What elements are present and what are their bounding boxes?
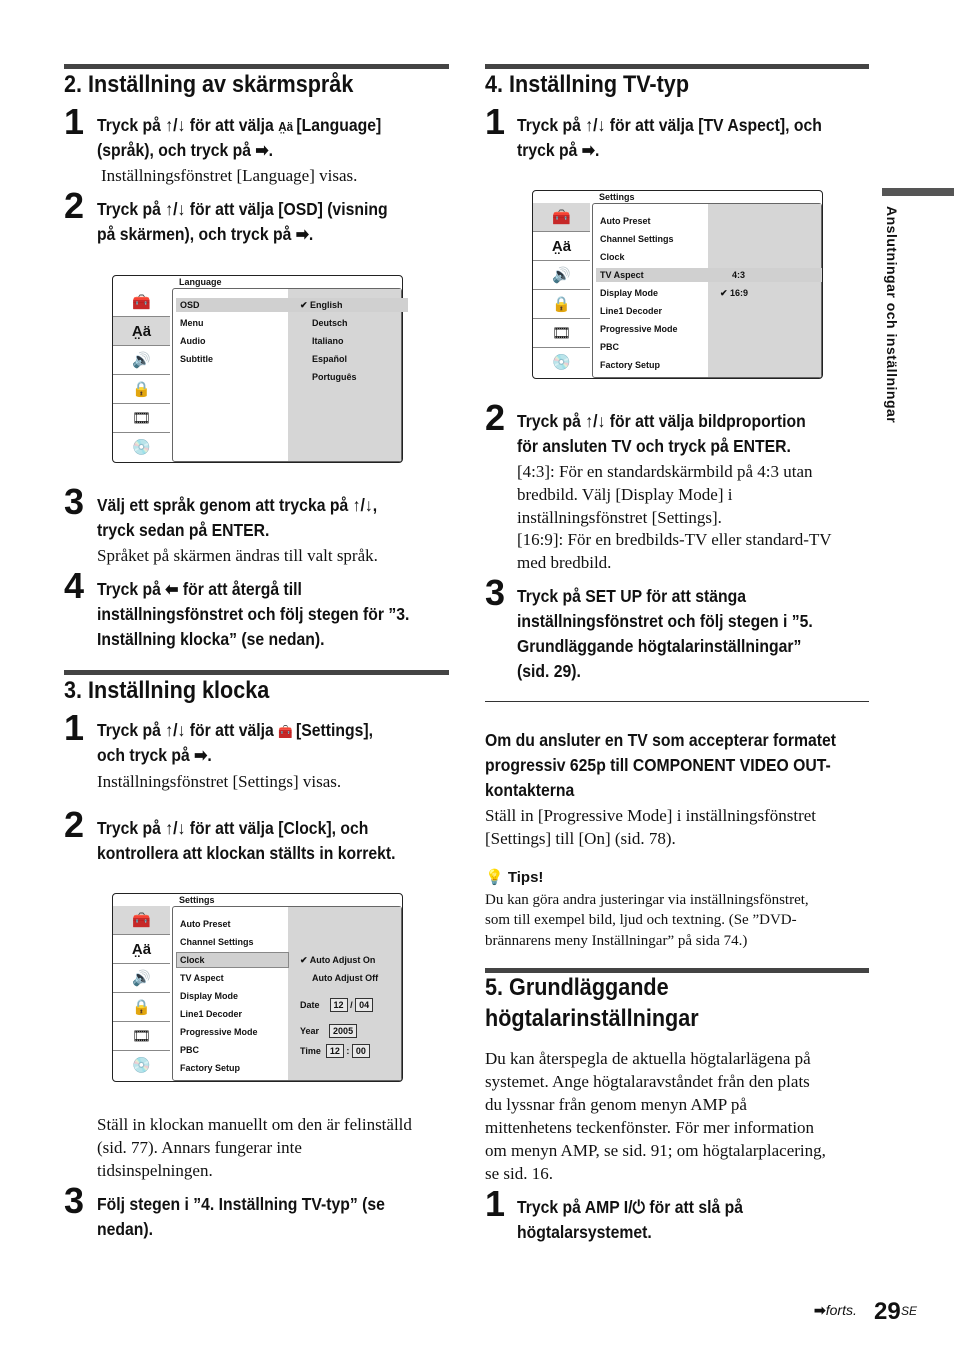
osd-item: Clock: [600, 252, 625, 262]
osd-option: Italiano: [312, 336, 344, 346]
step-text: Välj ett språk genom att trycka på ↑/↓,: [97, 495, 378, 515]
osd-option: ✔ Auto Adjust On: [300, 955, 376, 965]
osd-clock-window: [112, 893, 403, 1082]
step-number: 1: [485, 1183, 506, 1224]
step-text: Tryck på ↑/↓ för att välja [OSD] (visning: [97, 199, 388, 219]
osd-item: OSD: [180, 300, 200, 310]
step-text: Tryck på ↑/↓ för att välja 🧰 [Settings],: [97, 720, 374, 740]
clock-year: Year 2005: [300, 1024, 357, 1038]
osd-item: Progressive Mode: [600, 324, 678, 334]
step-text: Tryck på ↑/↓ för att välja A̤ä [Language]: [97, 115, 382, 135]
film-icon: 🎞: [533, 319, 590, 348]
osd-item: PBC: [180, 1045, 200, 1055]
osd-option: ✔ 16:9: [720, 288, 749, 298]
lock-icon: 🔒: [533, 290, 590, 319]
osd-item: Progressive Mode: [180, 1027, 258, 1037]
step-number: 3: [485, 572, 506, 613]
note-heading: Om du ansluter en TV som accepterar formatet: [485, 730, 836, 750]
step-text: Tryck på ↑/↓ för att välja bildproportion: [517, 411, 806, 431]
osd-item: Line1 Decoder: [600, 306, 663, 316]
step-number: 2: [485, 397, 506, 438]
osd-highlight: [176, 298, 408, 312]
step-text: Tryck på SET UP för att stänga: [517, 586, 747, 606]
osd-item: Audio: [180, 336, 206, 346]
osd-language-window: [112, 275, 403, 463]
speaker-icon: 🔊: [533, 261, 590, 290]
osd-item: Auto Preset: [600, 216, 651, 226]
language-icon: A̤ä: [278, 119, 297, 134]
tips-text: Du kan göra andra justeringar via inställningsfönstret,: [485, 892, 809, 908]
language-icon: A̤ä: [113, 317, 170, 346]
osd-title: Settings: [179, 895, 215, 905]
body-text: (sid. 77). Annars fungerar inte: [97, 1138, 302, 1157]
step-number: 1: [64, 101, 85, 142]
body-text: se sid. 16.: [485, 1164, 553, 1183]
step-text: Tryck på ↑/↓ för att välja [Clock], och: [97, 818, 369, 838]
step-text: och tryck på ➡.: [97, 745, 212, 765]
language-icon: A̤ä: [113, 935, 170, 964]
disc-icon: 💿: [132, 1057, 151, 1074]
body-text: om menyn AMP, se sid. 91; om högtalarplacering,: [485, 1141, 826, 1160]
page-number: 29: [874, 1298, 901, 1325]
step-body: Inställningsfönstret [Settings] visas.: [97, 772, 342, 791]
osd-tv-window: [532, 190, 823, 379]
continued-note: ➡forts.: [814, 1302, 857, 1318]
step-number: 1: [64, 707, 85, 748]
disc-icon: 💿: [132, 439, 151, 456]
step-text: nedan).: [97, 1219, 154, 1239]
osd-item: Factory Setup: [600, 360, 661, 370]
step-text: inställningsfönstret och följ stegen i ”5.: [517, 611, 813, 631]
body-text: inställningsfönstret [Settings].: [517, 508, 722, 527]
lock-icon: 🔒: [113, 993, 170, 1022]
tips-text: som till exempel bild, ljud och textning. (Se ”DVD-: [485, 912, 797, 928]
osd-item: Menu: [180, 318, 204, 328]
divider: [485, 701, 869, 702]
note-heading: kontakterna: [485, 780, 575, 800]
osd-item: Clock: [180, 955, 205, 965]
film-icon: 🎞: [113, 1022, 170, 1051]
sidebar-bar: [882, 188, 954, 196]
step-number: 2: [64, 185, 85, 226]
osd-icon-column: [113, 288, 170, 462]
step-body: Inställningsfönstret [Language] visas.: [101, 166, 358, 185]
step-text: tryck på ➡.: [517, 140, 600, 160]
step-text: kontrollera att klockan ställts in korrekt.: [97, 843, 396, 863]
body-text: Ställ in klockan manuellt om den är felinställd: [97, 1115, 412, 1134]
osd-item: TV Aspect: [180, 973, 224, 983]
osd-option: 4:3: [732, 270, 746, 280]
osd-item: Line1 Decoder: [180, 1009, 243, 1019]
section-title-speakers: högtalarinställningar: [485, 1005, 699, 1032]
clock-date: Date 12 / 04: [300, 998, 373, 1012]
body-text: [Settings] till [On] (sid. 78).: [485, 829, 676, 848]
step-text: Grundläggande högtalarinställningar”: [517, 636, 802, 656]
step-text: Tryck på AMP I/⏻ för att slå på: [517, 1197, 744, 1217]
step-text: på skärmen), och tryck på ➡.: [97, 224, 314, 244]
toolbox-icon: 🧰: [113, 288, 170, 317]
osd-item: Display Mode: [180, 991, 239, 1001]
lightbulb-icon: 💡: [485, 869, 504, 886]
osd-panel: [592, 203, 822, 378]
body-text: mittenhetens teckenfönster. För mer information: [485, 1118, 815, 1137]
osd-title: Settings: [599, 192, 635, 202]
osd-icon-column: [533, 203, 590, 378]
step-text: tryck sedan på ENTER.: [97, 520, 270, 540]
tips-text: brännarens meny Inställningar” på sida 74.): [485, 933, 748, 949]
toolbox-icon: 🧰: [278, 724, 297, 739]
lock-icon: 🔒: [113, 375, 170, 404]
step-text: (sid. 29).: [517, 661, 581, 681]
arrow-right-icon: ➡: [814, 1302, 826, 1318]
section-title-speakers: 5. Grundläggande: [485, 974, 669, 1001]
disc-icon: 💿: [552, 354, 571, 371]
body-text: [16:9]: För en bredbilds-TV eller standard-TV: [517, 530, 832, 549]
step-text: för ansluten TV och tryck på ENTER.: [517, 436, 791, 456]
osd-item: Subtitle: [180, 354, 213, 364]
body-text: [4:3]: För en standardskärmbild på 4:3 utan: [517, 462, 813, 481]
body-text: bredbild. Välj [Display Mode] i: [517, 485, 733, 504]
section-rule: [64, 670, 449, 675]
osd-item: Channel Settings: [600, 234, 674, 244]
osd-option: ✔ English: [300, 300, 343, 310]
step-number: 3: [64, 1180, 85, 1221]
language-icon: A̤ä: [533, 232, 590, 261]
section-rule: [485, 64, 869, 69]
osd-item: PBC: [600, 342, 620, 352]
clock-time: Time 12 : 00: [300, 1044, 370, 1058]
step-text: högtalarsystemet.: [517, 1222, 652, 1242]
sidebar-label: Anslutningar och inställningar: [884, 206, 900, 424]
speaker-icon: 🔊: [113, 346, 170, 375]
section-title-tv: 4. Inställning TV-typ: [485, 71, 690, 98]
osd-icon-column: [113, 906, 170, 1081]
body-text: systemet. Ange högtalaravståndet från den plats: [485, 1072, 810, 1091]
section-rule: [64, 64, 449, 69]
osd-option: Português: [312, 372, 357, 382]
body-text: Ställ in [Progressive Mode] i inställningsfönstret: [485, 806, 816, 825]
speaker-icon: 🔊: [113, 964, 170, 993]
step-body: Språket på skärmen ändras till valt språk.: [97, 546, 378, 565]
osd-item: Factory Setup: [180, 1063, 241, 1073]
body-text: tidsinspelningen.: [97, 1161, 213, 1180]
step-text: Inställning klocka” (se nedan).: [97, 629, 325, 649]
section-title-language: 2. Inställning av skärmspråk: [64, 71, 354, 98]
film-icon: 🎞: [113, 404, 170, 433]
osd-option: Auto Adjust Off: [312, 973, 379, 983]
osd-item: Auto Preset: [180, 919, 231, 929]
osd-panel: [172, 288, 402, 462]
step-number: 1: [485, 101, 506, 142]
step-text: Tryck på ⬅ för att återgå till: [97, 579, 302, 599]
osd-title: Language: [179, 277, 222, 287]
note-heading: progressiv 625p till COMPONENT VIDEO OUT-: [485, 755, 831, 775]
step-text: (språk), och tryck på ➡.: [97, 140, 274, 160]
body-text: med bredbild.: [517, 553, 612, 572]
section-title-clock: 3. Inställning klocka: [64, 677, 270, 704]
osd-item: Display Mode: [600, 288, 659, 298]
osd-item: TV Aspect: [600, 270, 644, 280]
toolbox-icon: 🧰: [113, 906, 170, 935]
osd-item: Channel Settings: [180, 937, 254, 947]
step-text: inställningsfönstret och följ stegen för ”3.: [97, 604, 410, 624]
body-text: Du kan återspegla de aktuella högtalarlägena på: [485, 1049, 811, 1068]
body-text: du lyssnar från genom menyn AMP på: [485, 1095, 747, 1114]
osd-option: Español: [312, 354, 348, 364]
step-text: Tryck på ↑/↓ för att välja [TV Aspect], och: [517, 115, 822, 135]
tips-heading: 💡 Tips!: [485, 869, 544, 886]
osd-panel: [172, 906, 402, 1081]
step-number: 3: [64, 481, 85, 522]
step-number: 2: [64, 804, 85, 845]
step-number: 4: [64, 565, 85, 606]
toolbox-icon: 🧰: [533, 203, 590, 232]
step-text: Följ stegen i ”4. Inställning TV-typ” (se: [97, 1194, 385, 1214]
page-suffix: SE: [901, 1304, 918, 1318]
osd-option: Deutsch: [312, 318, 348, 328]
